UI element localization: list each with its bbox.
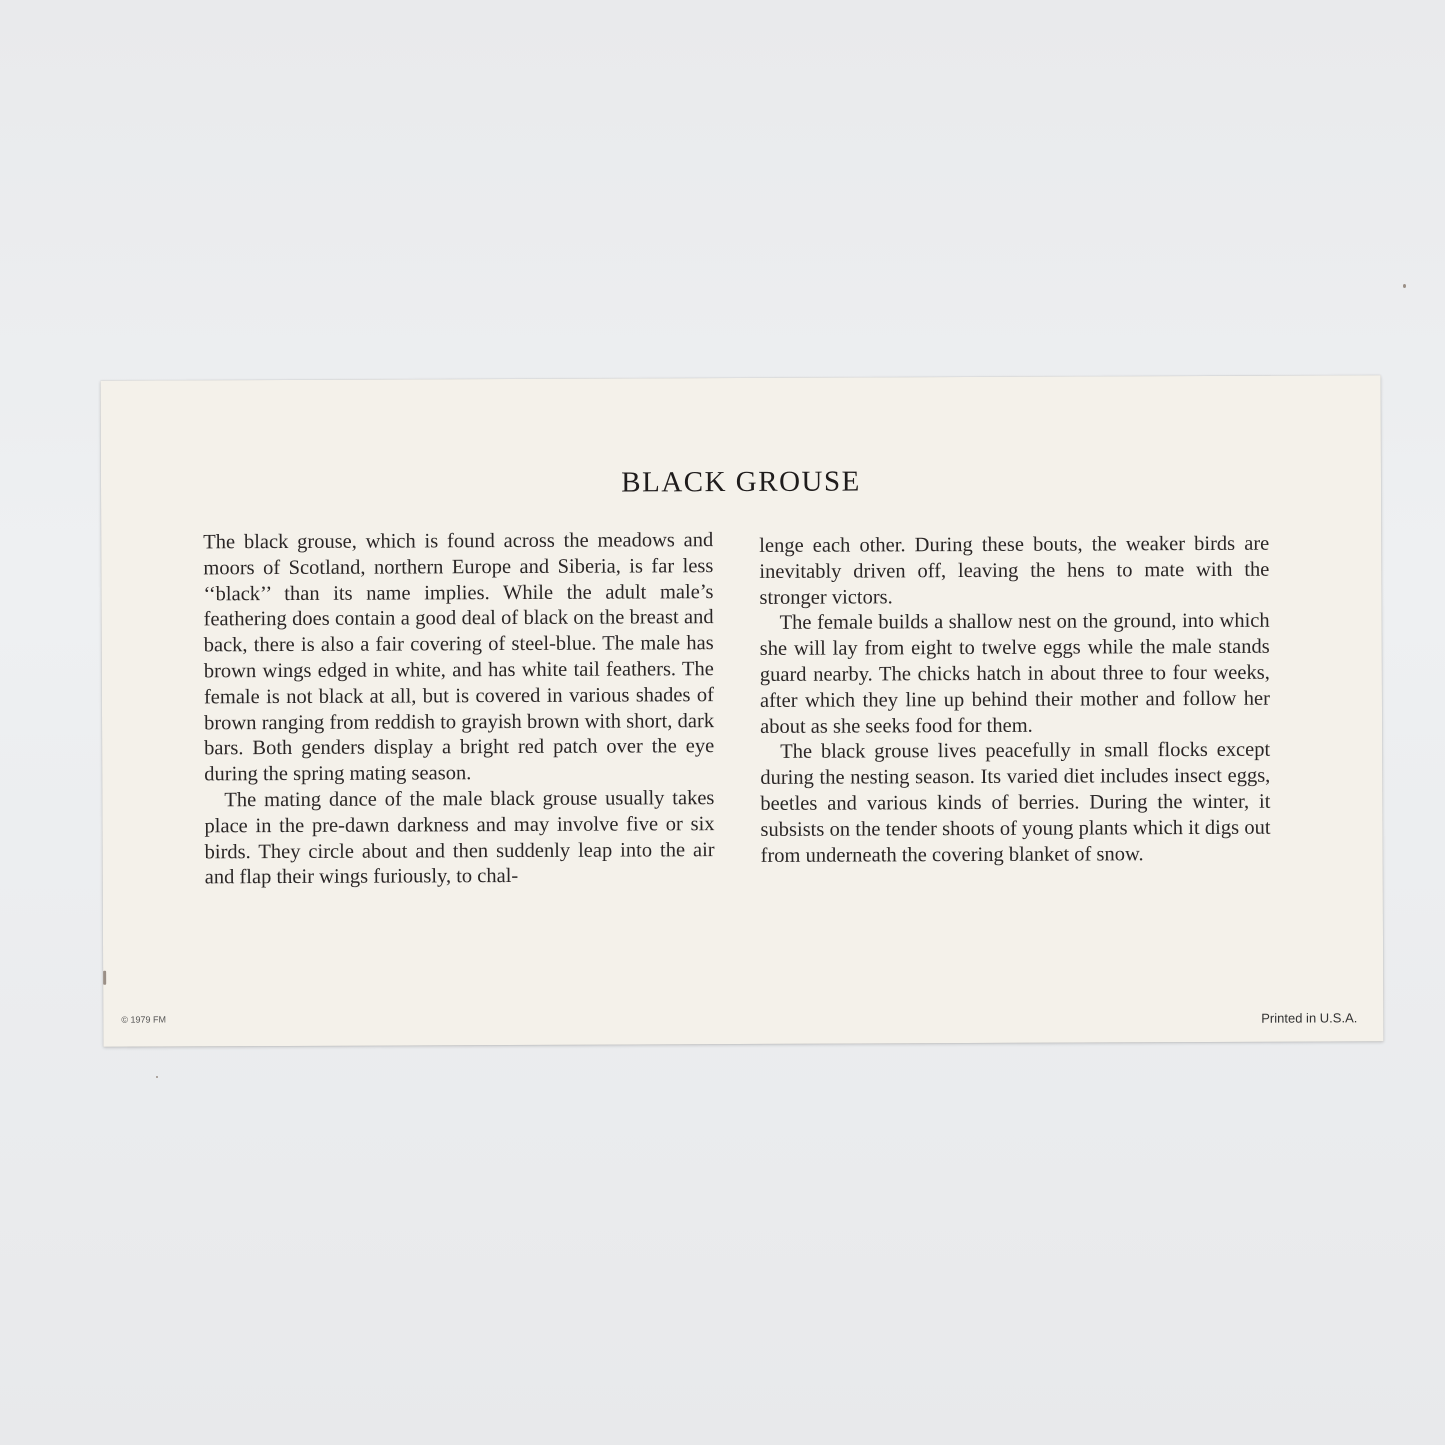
copyright-notice: © 1979 FM — [121, 1014, 167, 1025]
paragraph: lenge each other. During these bouts, the weaker birds are inevitably driven off, leaving the hens to mate with the stronger victors. — [759, 532, 1270, 609]
background-speck — [156, 1076, 158, 1078]
left-column — [203, 528, 715, 891]
info-card — [101, 375, 1384, 1047]
right-column — [759, 532, 1270, 870]
paper-speck — [103, 971, 106, 985]
paragraph: The black grouse lives peacefully in small flocks except during the nesting season. Its varied diet includes insect eggs, beetles and various kinds of berries. During the winter, it subsists on the tender shoots of young plants which it digs out from underneath the covering blanket of snow. — [760, 739, 1271, 867]
card-title: BLACK GROUSE — [621, 465, 861, 499]
paragraph: The female builds a shallow nest on the ground, into which she will lay from eight to twelve eggs while the male stands guard nearby. The chicks hatch in about three to four weeks, after which they line up behind their mother and follow her about as she seeks food for them. — [759, 610, 1270, 738]
background-speck — [1403, 284, 1406, 288]
printed-in-label: Printed in U.S.A. — [1261, 1010, 1358, 1026]
paragraph: The mating dance of the male black grouse usually takes place in the pre-dawn darkness and may involve five or six birds. They circle about and then suddenly leap into the air and flap their wings furiously, to chal- — [204, 787, 715, 889]
paragraph: The black grouse, which is found across the meadows and moors of Scotland, northern Europe and Siberia, is far less ‘‘black’’ than its name implies. While the adult male’s feathering does contain a good deal of black on the breast and back, there is also a fair covering of steel-blue. The male has brown wings edged in white, and has white tail feathers. The female is not black at all, but is covered in various shades of brown ranging from reddish to grayish brown with short, dark bars. Both genders display a bright red patch over the eye during the spring mating season. — [203, 529, 715, 786]
